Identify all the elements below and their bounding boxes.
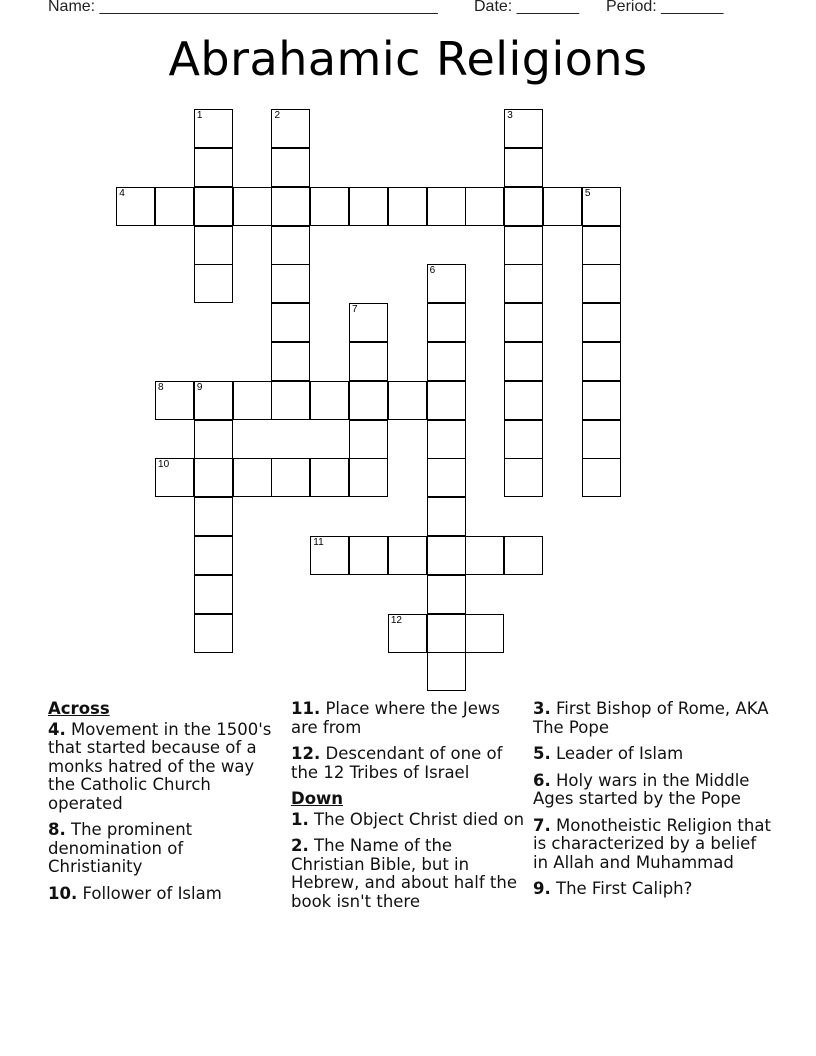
grid-cell[interactable] — [582, 303, 621, 342]
grid-cell[interactable] — [388, 536, 427, 575]
clue-across-10: 10. Follower of Islam — [48, 883, 222, 903]
grid-cell[interactable] — [194, 575, 233, 614]
grid-cell[interactable] — [194, 458, 233, 497]
clue-down-6: 6. Holy wars in the Middle Ages started by the Pope — [533, 770, 750, 808]
grid-cell[interactable] — [271, 148, 310, 187]
grid-cell[interactable] — [504, 226, 543, 265]
grid-cell[interactable] — [427, 420, 466, 459]
clue-down-5: 5. Leader of Islam — [533, 744, 684, 763]
grid-cell[interactable] — [349, 303, 388, 342]
clue-number: 2 — [274, 110, 280, 122]
clue-number: 12 — [390, 614, 402, 626]
puzzle-title: Abrahamic Religions — [168, 32, 648, 86]
grid-cell[interactable] — [427, 575, 466, 614]
grid-cell[interactable] — [194, 187, 233, 226]
clue-number: 4 — [119, 187, 125, 199]
grid-cell[interactable] — [582, 420, 621, 459]
clue-number: 5 — [584, 187, 591, 199]
grid-cell[interactable] — [427, 458, 466, 497]
clue-number: 10 — [158, 459, 170, 471]
grid-cell[interactable] — [271, 458, 310, 497]
grid-cell[interactable] — [271, 381, 310, 420]
clue-down-2: 2. The Name of the Christian Bible, but in Hebrew, and about half the book isn't there — [291, 836, 518, 911]
grid-cell[interactable] — [349, 458, 388, 497]
grid-cell[interactable] — [504, 109, 543, 148]
grid-cell[interactable] — [582, 187, 621, 226]
grid-cell[interactable] — [310, 187, 349, 226]
grid-cell[interactable] — [465, 536, 504, 575]
grid-cell[interactable] — [427, 187, 466, 226]
grid-cell[interactable] — [194, 264, 233, 303]
grid-cell[interactable] — [194, 536, 233, 575]
clue-down-7: 7. Monotheistic Religion that is characterized by a belief in Allah and Muhammad — [533, 815, 771, 872]
grid-cell[interactable] — [427, 342, 466, 381]
across-heading: Across — [48, 699, 110, 718]
grid-cell[interactable] — [582, 342, 621, 381]
grid-cell[interactable] — [427, 497, 466, 536]
clue-number: 1 — [196, 110, 203, 122]
grid-cell[interactable] — [582, 381, 621, 420]
clue-across-8: 8. The prominent denomination of Christianity — [48, 820, 193, 876]
grid-cell[interactable] — [271, 226, 310, 265]
grid-cell[interactable] — [349, 381, 388, 420]
clue-number: 11 — [313, 537, 324, 549]
grid-cell[interactable] — [116, 187, 155, 226]
clue-number: 8 — [158, 381, 164, 393]
clue-number: 6 — [429, 265, 436, 277]
grid-cell[interactable] — [427, 652, 466, 691]
grid-cell[interactable] — [504, 342, 543, 381]
clue-number: 3 — [507, 110, 513, 122]
grid-cell[interactable] — [504, 381, 543, 420]
grid-cell[interactable] — [194, 109, 233, 148]
clues-column-3 — [533, 700, 773, 907]
grid-cell[interactable] — [504, 536, 543, 575]
clues-column-1 — [48, 700, 280, 911]
grid-cell[interactable] — [427, 614, 466, 653]
clue-down-3: 3. First Bishop of Rome, AKA The Pope — [533, 699, 769, 737]
grid-cell[interactable] — [388, 381, 427, 420]
grid-cell[interactable] — [194, 497, 233, 536]
grid-cell[interactable] — [310, 381, 349, 420]
clues-column-2 — [291, 700, 527, 919]
grid-cell[interactable] — [233, 381, 272, 420]
grid-cell[interactable] — [194, 226, 233, 265]
grid-cell[interactable] — [194, 420, 233, 459]
grid-cell[interactable] — [504, 264, 543, 303]
grid-cell[interactable] — [271, 264, 310, 303]
grid-cell[interactable] — [349, 536, 388, 575]
grid-cell[interactable] — [427, 536, 466, 575]
grid-cell[interactable] — [271, 187, 310, 226]
grid-cell[interactable] — [155, 187, 194, 226]
grid-cell[interactable] — [310, 458, 349, 497]
grid-cell[interactable] — [427, 381, 466, 420]
grid-cell[interactable] — [504, 148, 543, 187]
clue-across-4: 4. Movement in the 1500's that started because of a monks hatred of the way the Catholic Church operated — [48, 719, 272, 813]
grid-cell[interactable] — [582, 264, 621, 303]
clue-across-12: 12. Descendant of one of the 12 Tribes of Israel — [291, 744, 503, 782]
grid-cell[interactable] — [271, 109, 310, 148]
period-field[interactable]: Period: _______ — [606, 0, 724, 15]
down-heading: Down — [291, 789, 344, 808]
clue-across-11: 11. Place where the Jews are from — [291, 699, 500, 737]
grid-cell[interactable] — [271, 342, 310, 381]
name-field[interactable]: Name: ______________________________________ — [48, 0, 438, 15]
grid-cell[interactable] — [349, 420, 388, 459]
clue-number: 9 — [196, 381, 203, 393]
grid-cell[interactable] — [388, 187, 427, 226]
grid-cell[interactable] — [504, 303, 543, 342]
grid-cell[interactable] — [194, 381, 233, 420]
grid-cell[interactable] — [349, 187, 388, 226]
grid-cell[interactable] — [543, 187, 582, 226]
grid-cell[interactable] — [504, 420, 543, 459]
grid-cell[interactable] — [504, 187, 543, 226]
clue-down-1: 1. The Object Christ died on — [291, 809, 525, 829]
grid-cell[interactable] — [427, 264, 466, 303]
grid-cell[interactable] — [465, 187, 504, 226]
grid-cell[interactable] — [194, 614, 233, 653]
grid-cell[interactable] — [504, 458, 543, 497]
grid-cell[interactable] — [233, 458, 272, 497]
grid-cell[interactable] — [194, 148, 233, 187]
grid-cell[interactable] — [271, 303, 310, 342]
clue-number: 7 — [352, 304, 358, 316]
grid-cell[interactable] — [582, 226, 621, 265]
clue-down-9: 9. The First Caliph? — [533, 879, 693, 898]
grid-cell[interactable] — [582, 458, 621, 497]
grid-cell[interactable] — [155, 381, 194, 420]
grid-cell[interactable] — [427, 303, 466, 342]
grid-cell[interactable] — [465, 614, 504, 653]
grid-cell[interactable] — [349, 342, 388, 381]
grid-cell[interactable] — [388, 614, 427, 653]
grid-cell[interactable] — [310, 536, 349, 575]
grid-cell[interactable] — [155, 458, 194, 497]
grid-cell[interactable] — [233, 187, 272, 226]
date-field[interactable]: Date: _______ — [474, 0, 579, 15]
